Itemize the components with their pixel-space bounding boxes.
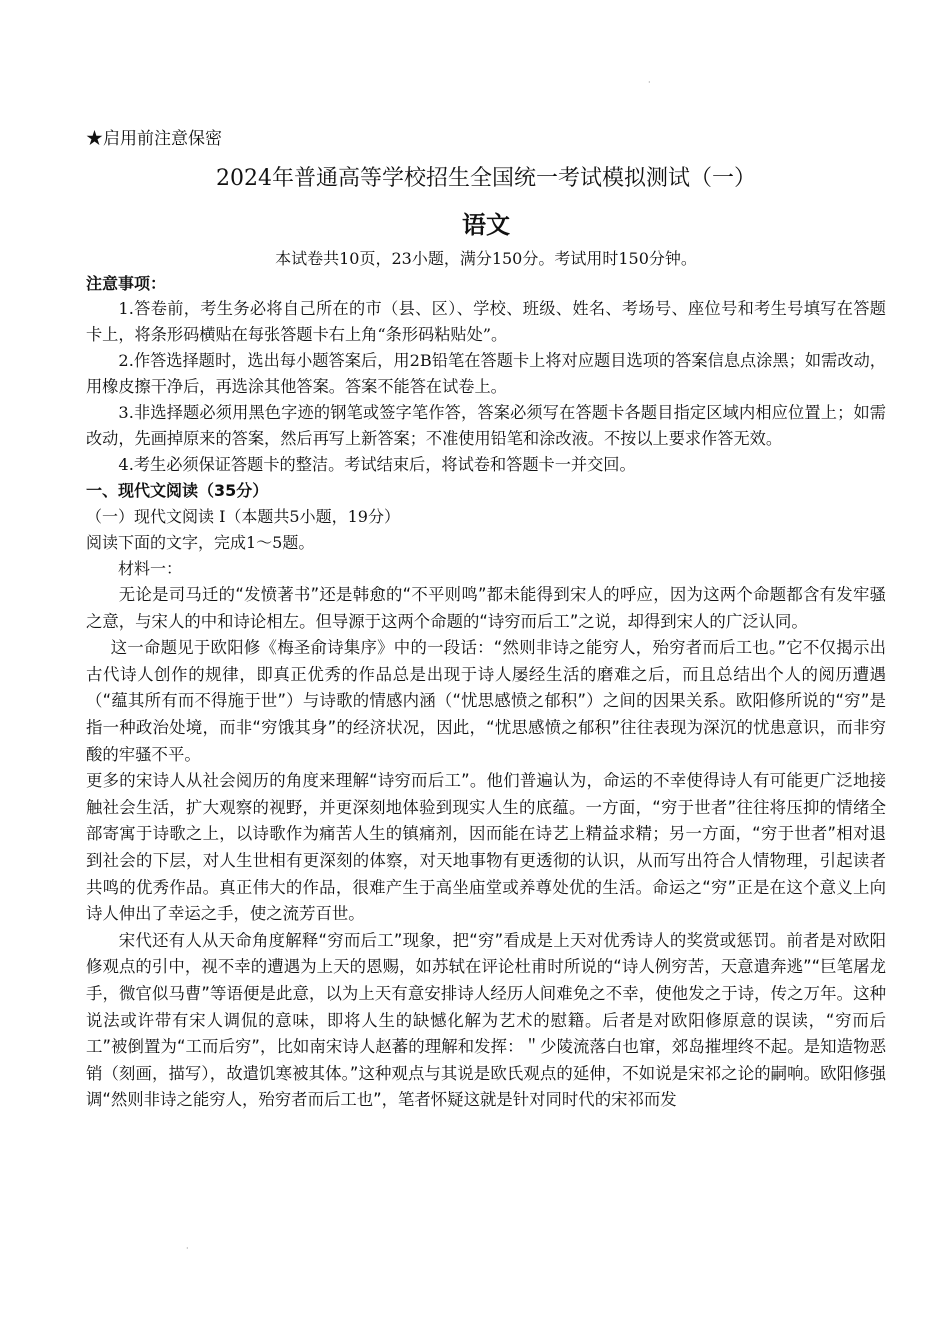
material-paragraph: 无论是司马迁的“发愤著书”还是韩愈的“不平则鸣”都未能得到宋人的呼应，因为这两个命题都含有发牢骚之意，与宋人的中和诗论相左。但导源于这两个命题的“诗穷而后工”之说，却得到宋人的广泛认同。	[86, 585, 886, 631]
notes-heading: 注意事项：	[86, 274, 167, 293]
note-item: 3.非选择题必须用黑色字迹的钢笔或签字笔作答，答案必须写在答题卡各题目指定区域内相应位置上；如需改动，先画掉原来的答案，然后再写上新答案；不准使用铅笔和涂改液。不按以上要求作答无效。	[86, 403, 886, 448]
notes-block	[86, 272, 886, 478]
exam-info: 本试卷共10页，23小题，满分150分。考试用时150分钟。	[275, 249, 697, 268]
material-paragraph: 这一命题见于欧阳修《梅圣俞诗集序》中的一段话：“然则非诗之能穷人，殆穷者而后工也。”它不仅揭示出古代诗人创作的规律，即真正优秀的作品总是出现于诗人屡经生活的磨难之后，而且总结出个人的阅历遭遇（“蕴其所有而不得施于世”）与诗歌的情感内涵（“忧思感愤之郁积”）之间的因果关系。欧阳修所说的“穷”是指一种政治处境，而非“穷饿其身”的经济状况，因此，“忧思感愤之郁积”往往表现为深沉的忧患意识，而非穷酸的牢骚不平。	[86, 638, 886, 764]
material-label: 材料一：	[118, 559, 183, 578]
exam-page	[86, 126, 886, 1114]
exam-title: 2024年普通高等学校招生全国统一考试模拟测试（一）	[216, 166, 756, 191]
scan-dot-bottom: ·	[186, 1244, 189, 1253]
subject-title: 语文	[462, 210, 510, 239]
subsection-heading: （一）现代文阅读 I（本题共5小题，19分）	[86, 507, 400, 526]
scan-dot-top: ·	[648, 78, 651, 87]
reading-instruction: 阅读下面的文字，完成1～5题。	[86, 533, 315, 552]
reading-section	[86, 478, 886, 1114]
note-item: 1.答卷前，考生务必将自己所在的市（县、区）、学校、班级、姓名、考场号、座位号和考生号填写在答题卡上，将条形码横贴在每张答题卡右上角“条形码粘贴处”。	[86, 299, 886, 344]
material-paragraph: 宋代还有人从天命角度解释“穷而后工”现象，把“穷”看成是上天对优秀诗人的奖赏或惩罚。前者是对欧阳修观点的引中，视不幸的遭遇为上天的恩赐，如苏轼在评论杜甫时所说的“诗人例穷苦，天意遣奔逃”“巨笔屠龙手，微官似马曹”等语便是此意，以为上天有意安排诗人经历人间难免之不幸，使他发之于诗，传之万年。这种说法或许带有宋人调侃的意味，即将人生的缺憾化解为艺术的慰籍。后者是对欧阳修原意的误读，“穷而后工”被倒置为“工而后穷”，比如南宋诗人赵蕃的理解和发挥：＂少陵流落白也窜，郊岛摧埋终不起。是知造物恶销（刻画，描写），故遣饥寒被其体。”这种观点与其说是欧氏观点的延伸，不如说是宋祁之论的嗣响。欧阳修强调“然则非诗之能穷人，殆穷者而后工也”，笔者怀疑这就是针对同时代的宋祁而发	[86, 930, 886, 1110]
note-item: 2.作答选择题时，选出每小题答案后，用2B铅笔在答题卡上将对应题目选项的答案信息点涂黑；如需改动，用橡皮擦干净后，再选涂其他答案。答案不能答在试卷上。	[86, 351, 886, 396]
material-paragraph: 更多的宋诗人从社会阅历的角度来理解“诗穷而后工”。他们普遍认为，命运的不幸使得诗人有可能更广泛地接触社会生活，扩大观察的视野，并更深刻地体验到现实人生的底蕴。一方面，“穷于世者”往往将压抑的情绪全部寄寓于诗歌之上，以诗歌作为痛苦人生的镇痛剂，因而能在诗艺上精益求精；另一方面，“穷于世者”相对退到社会的下层，对人生世相有更深刻的体察，对天地事物有更透彻的认识，从而写出符合人情物理，引起读者共鸣的优秀作品。真正伟大的作品，很难产生于高坐庙堂或养尊处优的生活。命运之“穷”正是在这个意义上向诗人伸出了幸运之手，使之流芳百世。	[86, 771, 886, 924]
section-heading: 一、现代文阅读（35分）	[86, 481, 269, 500]
confidential-notice: ★启用前注意保密	[86, 129, 222, 149]
note-item: 4.考生必须保证答题卡的整洁。考试结束后，将试卷和答题卡一并交回。	[118, 455, 636, 474]
